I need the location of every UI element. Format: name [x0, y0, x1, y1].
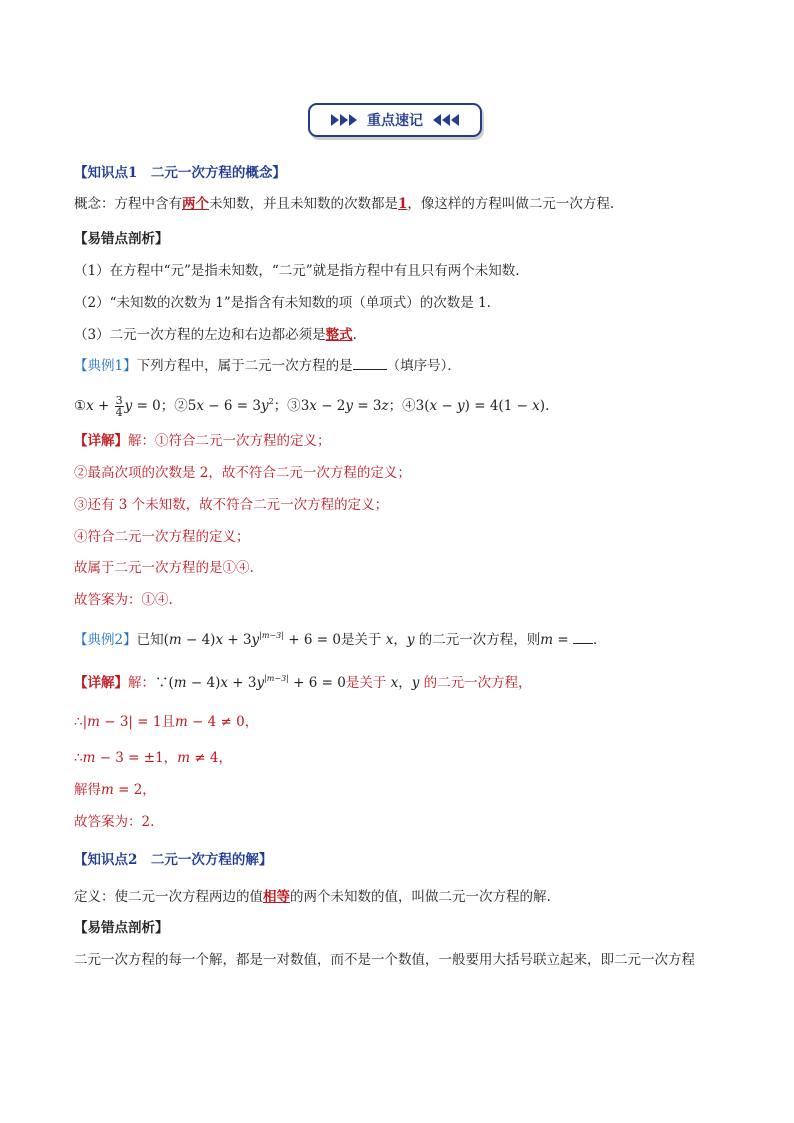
ex2-text: 是关于	[340, 632, 382, 648]
sol-equation: ∵(m − $4)x + 3y^{|m-3|} + 6 = 0$	[155, 674, 346, 691]
ex2-question: 【典例2】已知$(m - 4)x + 3y^{|m-3|} + 6 = 0$是关于 x，y 的二元一次方程，则m = ．	[74, 631, 607, 648]
sol-text: 解：	[128, 675, 155, 691]
ex2-equation: $(m - 4)x + 3y^{|m-3|} + 6 = 0$	[163, 631, 341, 648]
ex1-text: 下列方程中，属于二元一次方程的是	[136, 358, 353, 374]
ex1-sol5: 故属于二元一次方程的是①④.	[74, 560, 254, 576]
def-key: 相等	[263, 889, 290, 905]
concept-label: 概念：	[74, 196, 115, 212]
option-label: ；④	[388, 398, 416, 414]
ex1-text: （填序号）．	[386, 358, 461, 374]
ex1-sol3: ③还有 3 个未知数，故不符合二元一次方程的定义；	[74, 497, 389, 513]
sol-text: 的二元一次方程，	[423, 675, 532, 691]
item3-text: .	[352, 327, 357, 343]
option-label: ；③	[273, 398, 301, 414]
ex2-text: 已知	[136, 632, 164, 648]
answer-blank	[573, 631, 593, 644]
step2-eq: ∴m − 3 = ±1，m ≠ 4，	[74, 750, 232, 766]
ex1-sol6: 故答案为：①④.	[74, 592, 173, 608]
ex2-step3	[74, 781, 156, 799]
ex1-sol1	[74, 432, 331, 450]
concept-text: ，像这样的方程叫做二元一次方程.	[407, 196, 615, 212]
equation-4: 3(x − y) = 4(1 − x)	[415, 398, 546, 414]
ex2-tag: 【典例2】	[74, 632, 137, 648]
ex2-sol1	[74, 670, 532, 692]
err2-text: 二元一次方程的每一个解，都是一对数值，而不是一个数值，一般要用大括号联立起来，即二元一次方程	[74, 952, 695, 968]
step3-eq: m = 2，	[101, 782, 156, 798]
ex1-tag: 【典例1】	[74, 358, 137, 374]
sol-tag: 【详解】	[74, 675, 128, 691]
err1-item1: （1）在方程中“元”是指未知数，“二元”就是指方程中有且只有两个未知数.	[74, 263, 520, 279]
kp2-definition	[74, 888, 551, 906]
kp2-title: 【知识点2 二元一次方程的解】	[74, 852, 273, 868]
equation-3: 3x − 2y = 3z	[300, 398, 389, 414]
err1-item3	[74, 326, 357, 344]
ex2-step2	[74, 749, 232, 767]
sol-text: 解：①符合二元一次方程的定义；	[128, 433, 331, 449]
var-m: m =	[540, 632, 573, 648]
equation-2: $5x - 6 = 3y^2$	[187, 397, 274, 414]
step1-eq-a: ∴|m − 3| = 1	[74, 714, 162, 730]
sol-text: 是关于	[345, 675, 387, 691]
err2-title: 【易错点剖析】	[74, 920, 169, 936]
option-label: ①	[74, 398, 87, 414]
ex1-options: ①x + $\frac{3}{4}$ y = 0；②5x − $6 = 3y^2$；③3x − 2y = 3z；④3(x − y) = 4(1 − x).	[74, 394, 550, 419]
concept-text: 未知数，并且未知数的次数都是	[209, 196, 398, 212]
step1-eq-b: m − 4 ≠ 0，	[174, 714, 259, 730]
kp1-title: 【知识点1 二元一次方程的概念】	[74, 165, 286, 181]
left-arrows-icon	[433, 114, 459, 126]
sol-tag: 【详解】	[74, 433, 128, 449]
option-label: ；②	[160, 398, 188, 414]
ex2-answer: 故答案为：2.	[74, 814, 155, 830]
ex1-sol4: ④符合二元一次方程的定义；	[74, 529, 250, 545]
equation-1: x + $\frac{3}{4}$ y = 0	[86, 394, 161, 419]
var-x-y: x，y	[381, 632, 419, 648]
step3-text: 解得	[74, 782, 101, 798]
ex2-step1	[74, 713, 258, 731]
def-text: 的两个未知数的值，叫做二元一次方程的解.	[290, 889, 551, 905]
ex2-text: 的二元一次方程，则	[418, 632, 541, 648]
item3-key: 整式	[325, 327, 353, 343]
ex1-question	[74, 357, 461, 375]
right-arrows-icon	[331, 114, 357, 126]
concept-key-one: 1	[398, 196, 408, 212]
concept-key-two: 两个	[182, 196, 209, 212]
concept-text: 方程中含有	[114, 196, 182, 212]
section-title: 重点速记	[367, 113, 423, 129]
item3-text: （3）二元一次方程的左边和右边都必须是	[74, 327, 326, 343]
var-x-y: x，y	[386, 675, 424, 691]
def-text: 定义：使二元一次方程两边的值	[74, 889, 263, 905]
answer-blank	[353, 357, 387, 370]
ex1-sol2: ②最高次项的次数是 2，故不符合二元一次方程的定义；	[74, 465, 411, 481]
section-header	[308, 103, 482, 137]
step1-text: 且	[161, 714, 175, 730]
err1-item2: （2）“未知数的次数为 1”是指含有未知数的项（单项式）的次数是 1.	[74, 295, 491, 311]
kp1-concept	[74, 195, 614, 213]
err1-title: 【易错点剖析】	[74, 231, 169, 247]
